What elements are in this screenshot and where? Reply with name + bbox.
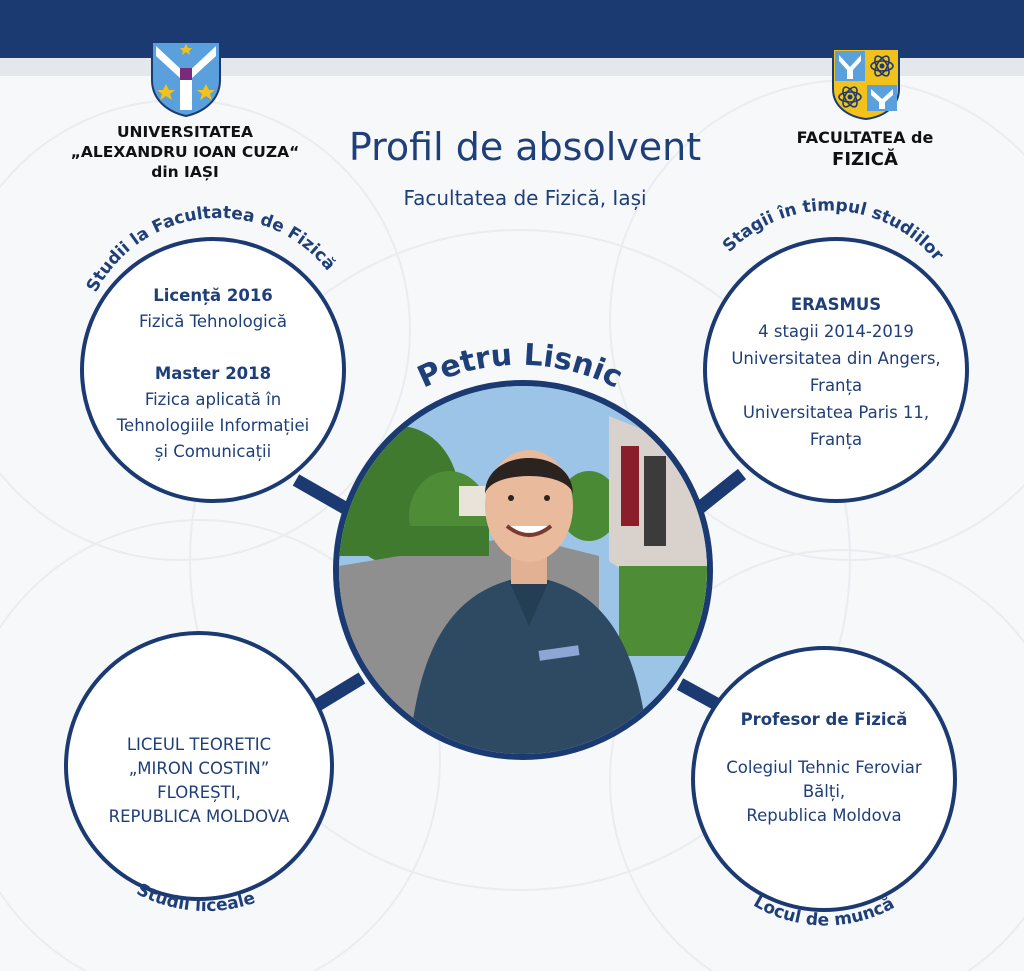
university-name: UNIVERSITATEA „ALEXANDRU IOAN CUZA“ din IAȘI xyxy=(70,123,300,181)
work-heading: Locul de muncă xyxy=(750,891,898,931)
master-degree: Master 2018 xyxy=(154,364,272,383)
master-program-line: Fizica aplicată în xyxy=(144,390,282,409)
person-name: Petru Lisnic xyxy=(412,337,628,396)
job-title: Profesor de Fizică xyxy=(740,710,908,729)
bachelor-program: Fizică Tehnologică xyxy=(139,312,287,331)
internships-heading: Stagii în timpul studiilor xyxy=(718,195,948,265)
studies-heading: Studii la Facultatea de Fizică xyxy=(82,202,340,296)
work-line: Bălți, xyxy=(802,782,846,801)
work-line: Republica Moldova xyxy=(746,806,902,825)
highschool-heading: Studii liceale xyxy=(133,879,258,917)
internship-program: ERASMUS xyxy=(790,295,882,314)
internship-line: Universitatea din Angers, xyxy=(731,349,941,368)
master-program-line: și Comunicații xyxy=(154,442,272,461)
internship-line: Franța xyxy=(809,376,863,395)
internship-line: Universitatea Paris 11, xyxy=(742,403,930,422)
bachelor-degree: Licență 2016 xyxy=(153,286,273,305)
internship-line: Franța xyxy=(809,430,863,449)
page-title: Profil de absolvent xyxy=(348,125,702,169)
faculty-name: FACULTATEA de FIZICĂ xyxy=(796,128,934,170)
work-line: Colegiul Tehnic Feroviar xyxy=(726,758,922,777)
page-subtitle: Facultatea de Fizică, Iași xyxy=(403,186,647,210)
highschool-line: „MIRON COSTIN” xyxy=(128,759,270,778)
highschool-line: LICEUL TEORETIC xyxy=(126,735,272,754)
highschool-line: REPUBLICA MOLDOVA xyxy=(108,807,290,826)
master-program-line: Tehnologiile Informației xyxy=(116,416,310,435)
highschool-line: FLOREȘTI, xyxy=(157,783,241,802)
internship-line: 4 stagii 2014-2019 xyxy=(758,322,914,341)
